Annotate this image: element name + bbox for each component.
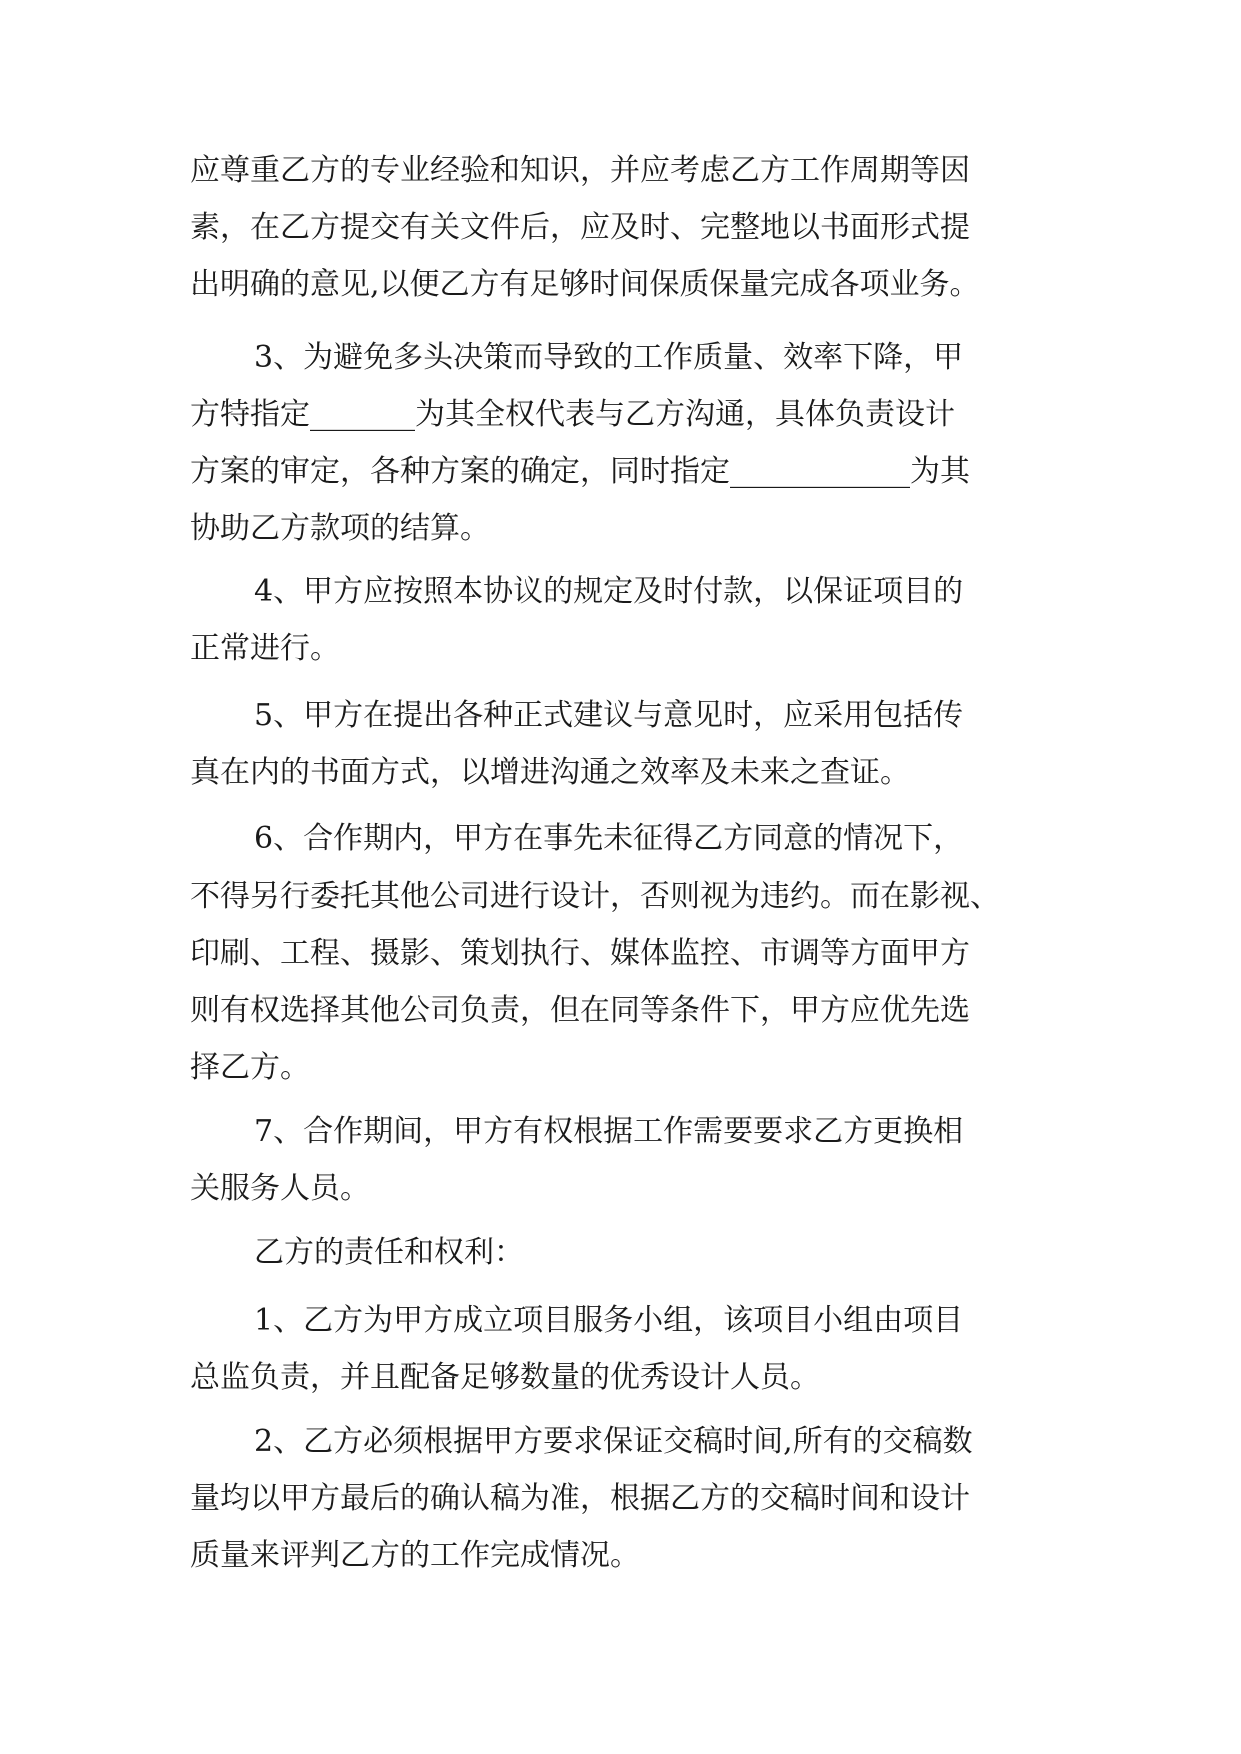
text-line: 质量来评判乙方的工作完成情况。	[190, 1538, 640, 1573]
text-line: 择乙方。	[190, 1050, 310, 1085]
text-line: 关服务人员。	[190, 1171, 370, 1206]
paragraph-6-start: 6、合作期内，甲方在事先未征得乙方同意的情况下，	[254, 821, 964, 856]
text-line: 正常进行。	[190, 631, 340, 666]
text-line: 出明确的意见,以便乙方有足够时间保质保量完成各项业务。	[190, 267, 980, 302]
text-line: 真在内的书面方式，以增进沟通之效率及未来之查证。	[190, 755, 910, 790]
text-line: 总监负责，并且配备足够数量的优秀设计人员。	[190, 1360, 820, 1395]
paragraph-7-start: 7、合作期间，甲方有权根据工作需要要求乙方更换相	[254, 1114, 964, 1149]
text-line: 不得另行委托其他公司进行设计，否则视为违约。而在影视、	[190, 879, 1000, 914]
paragraph-b2-start: 2、乙方必须根据甲方要求保证交稿时间,所有的交稿数	[254, 1424, 973, 1459]
paragraph-4-start: 4、甲方应按照本协议的规定及时付款，以保证项目的	[254, 574, 964, 609]
paragraph-3-start: 3、为避免多头决策而导致的工作质量、效率下降，甲	[254, 340, 964, 375]
text-line: 则有权选择其他公司负责，但在同等条件下，甲方应优先选	[190, 993, 970, 1028]
text-line: 应尊重乙方的专业经验和知识，并应考虑乙方工作周期等因	[190, 153, 970, 188]
text-line: 印刷、工程、摄影、策划执行、媒体监控、市调等方面甲方	[190, 936, 970, 971]
paragraph-5-start: 5、甲方在提出各种正式建议与意见时，应采用包括传	[254, 698, 964, 733]
text-line: 量均以甲方最后的确认稿为准，根据乙方的交稿时间和设计	[190, 1481, 970, 1516]
paragraph-b1-start: 1、乙方为甲方成立项目服务小组，该项目小组由项目	[254, 1303, 964, 1338]
text-line: 素，在乙方提交有关文件后，应及时、完整地以书面形式提	[190, 210, 970, 245]
text-line: 方特指定_______为其全权代表与乙方沟通，具体负责设计	[190, 397, 955, 432]
section-heading: 乙方的责任和权利：	[254, 1235, 524, 1270]
text-line: 协助乙方款项的结算。	[190, 511, 490, 546]
text-line: 方案的审定，各种方案的确定，同时指定____________为其	[190, 454, 970, 489]
